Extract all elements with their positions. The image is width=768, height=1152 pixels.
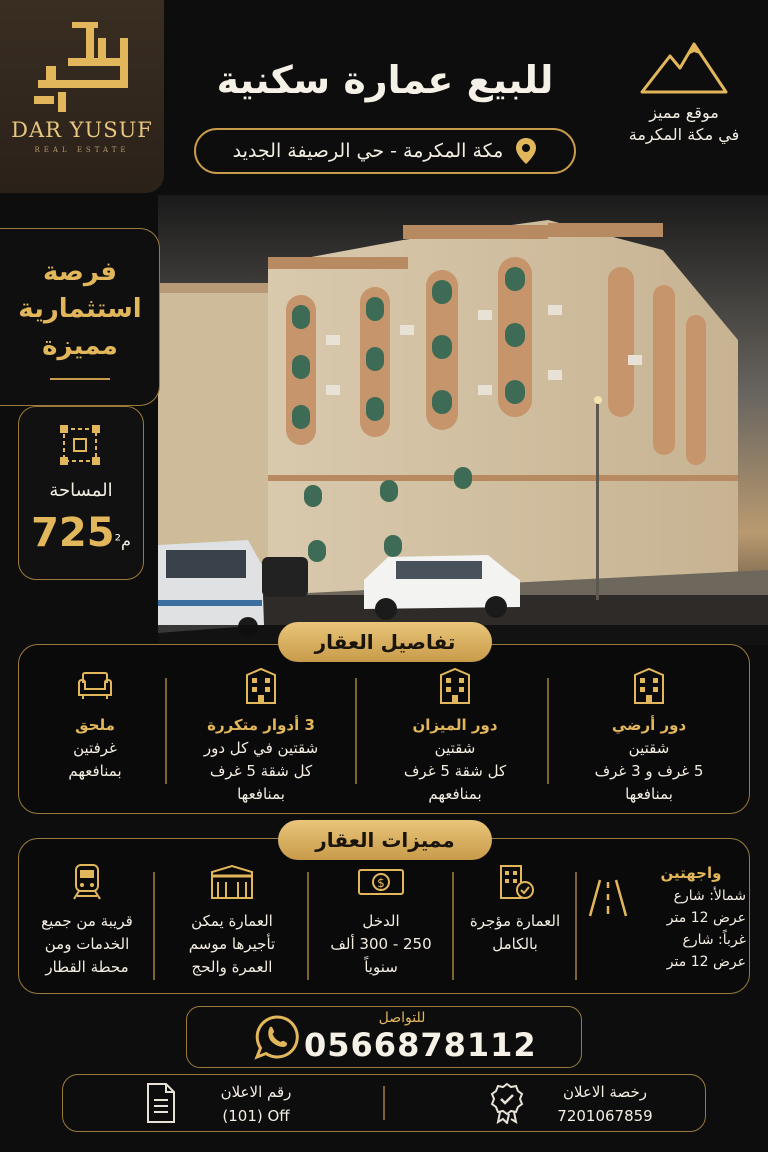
detail-line2: 5 غرف و 3 غرف: [594, 762, 704, 780]
facades-line1: شمالأ: شارع: [673, 888, 746, 904]
detail-mezzanine: [366, 665, 544, 806]
location-badge-line2: في مكة المكرمة: [628, 125, 740, 144]
details-title: تفاصيل العقار: [278, 622, 492, 662]
brand-name: DAR YUSUF: [11, 118, 153, 142]
license-info: [530, 1080, 680, 1128]
detail-line2: كل شقة 5 غرف: [403, 762, 507, 780]
feature-line1: الدخل: [362, 912, 400, 930]
facades-info: [636, 862, 746, 973]
detail-title: 3 أدوار متكررة: [207, 716, 315, 734]
facades-line4: عرض 12 متر: [666, 954, 746, 970]
detail-line1: غرفتين: [73, 739, 117, 757]
feature-line2: بالكامل: [492, 935, 538, 953]
money-icon: [357, 862, 405, 902]
investment-line3: مميزة: [42, 331, 118, 361]
area-icon: [58, 423, 102, 467]
building-icon: [629, 665, 669, 705]
facades-line3: غرباً: شارع: [682, 932, 746, 948]
certificate-badge-icon: [490, 1082, 524, 1124]
area-value: 725: [31, 510, 115, 556]
building-icon: [435, 665, 475, 705]
document-icon: [144, 1082, 178, 1124]
divider: [307, 872, 309, 980]
feature-line1: العمارة يمكن: [191, 912, 273, 930]
area-label: المساحة: [49, 480, 113, 501]
divider: [355, 678, 357, 784]
building-icon: [241, 665, 281, 705]
license-label: رخصة الاعلان: [563, 1083, 647, 1101]
detail-line3: بمنافعها: [625, 785, 673, 803]
feature-line1: قريبة من جميع: [41, 912, 133, 930]
feature-income: [312, 862, 450, 979]
detail-annex: [30, 665, 160, 783]
kaaba-icon: [208, 862, 256, 902]
ad-info: [186, 1080, 326, 1128]
divider: [547, 678, 549, 784]
divider: [575, 872, 577, 980]
location-pin-icon: [515, 137, 537, 165]
detail-line1: شقتين في كل دور: [203, 739, 319, 757]
brand-tagline: REAL ESTATE: [34, 146, 130, 154]
detail-line3: بمنافعهم: [428, 785, 482, 803]
divider: [383, 1086, 385, 1120]
area-unit: م²: [114, 531, 131, 550]
divider: [452, 872, 454, 980]
detail-repeated-floors: [172, 665, 350, 806]
feature-near-services: [24, 862, 150, 979]
feature-line2: تأجيرها موسم: [188, 935, 276, 953]
sofa-icon: [75, 665, 115, 705]
location-badge: [600, 102, 768, 146]
facades-line2: عرض 12 متر: [666, 910, 746, 926]
phone-number[interactable]: 0566878112: [304, 1026, 537, 1064]
location-text: مكة المكرمة - حي الرصيفة الجديد: [232, 140, 504, 162]
mountain-icon: [640, 38, 728, 94]
feature-line3: العمرة والحج: [191, 958, 273, 976]
license-number: 7201067859: [557, 1107, 653, 1125]
detail-line2: كل شقة 5 غرف: [209, 762, 313, 780]
detail-line3: بمنافعها: [237, 785, 285, 803]
feature-line1: العمارة مؤجرة: [469, 912, 561, 930]
building-photo: [158, 195, 768, 645]
divider: [50, 378, 110, 380]
feature-line2: الخدمات ومن: [44, 935, 130, 953]
detail-line2: بمنافعهم: [68, 762, 122, 780]
detail-title: دور أرضي: [611, 716, 687, 734]
feature-line3: محطة القطار: [45, 958, 129, 976]
page-title: للبيع عمارة سكنية: [216, 58, 554, 102]
detail-line1: شقتين: [434, 739, 476, 757]
svg-text:$: $: [377, 876, 385, 890]
investment-line1: فرصة: [42, 257, 118, 287]
detail-ground-floor: [560, 665, 738, 806]
facades-title: واجهتين: [660, 864, 722, 882]
area-value-wrap: [18, 510, 144, 556]
train-icon: [67, 862, 107, 902]
road-icon: [586, 876, 630, 920]
detail-line1: شقتين: [628, 739, 670, 757]
features-title: مميزات العقار: [278, 820, 492, 860]
divider: [153, 872, 155, 980]
investment-text: [0, 254, 160, 365]
divider: [165, 678, 167, 784]
logo-mark: [28, 18, 136, 116]
detail-title: دور الميزان: [412, 716, 498, 734]
ad-number: (101) Off: [222, 1107, 290, 1125]
detail-title: ملحق: [75, 716, 115, 734]
feature-line2: 250 - 300 ألف: [330, 935, 432, 953]
feature-line3: سنوياً: [364, 958, 398, 976]
ad-label: رقم الاعلان: [220, 1083, 292, 1101]
investment-line2: استثمارية: [18, 294, 142, 324]
location-badge-line1: موقع مميز: [649, 103, 719, 122]
feature-seasonal-rent: [160, 862, 304, 979]
whatsapp-icon[interactable]: [254, 1014, 300, 1060]
contact-label: للتواصل: [378, 1010, 426, 1026]
location-pill: [194, 128, 576, 174]
feature-fully-rented: [458, 862, 572, 956]
building-check-icon: [495, 862, 535, 902]
